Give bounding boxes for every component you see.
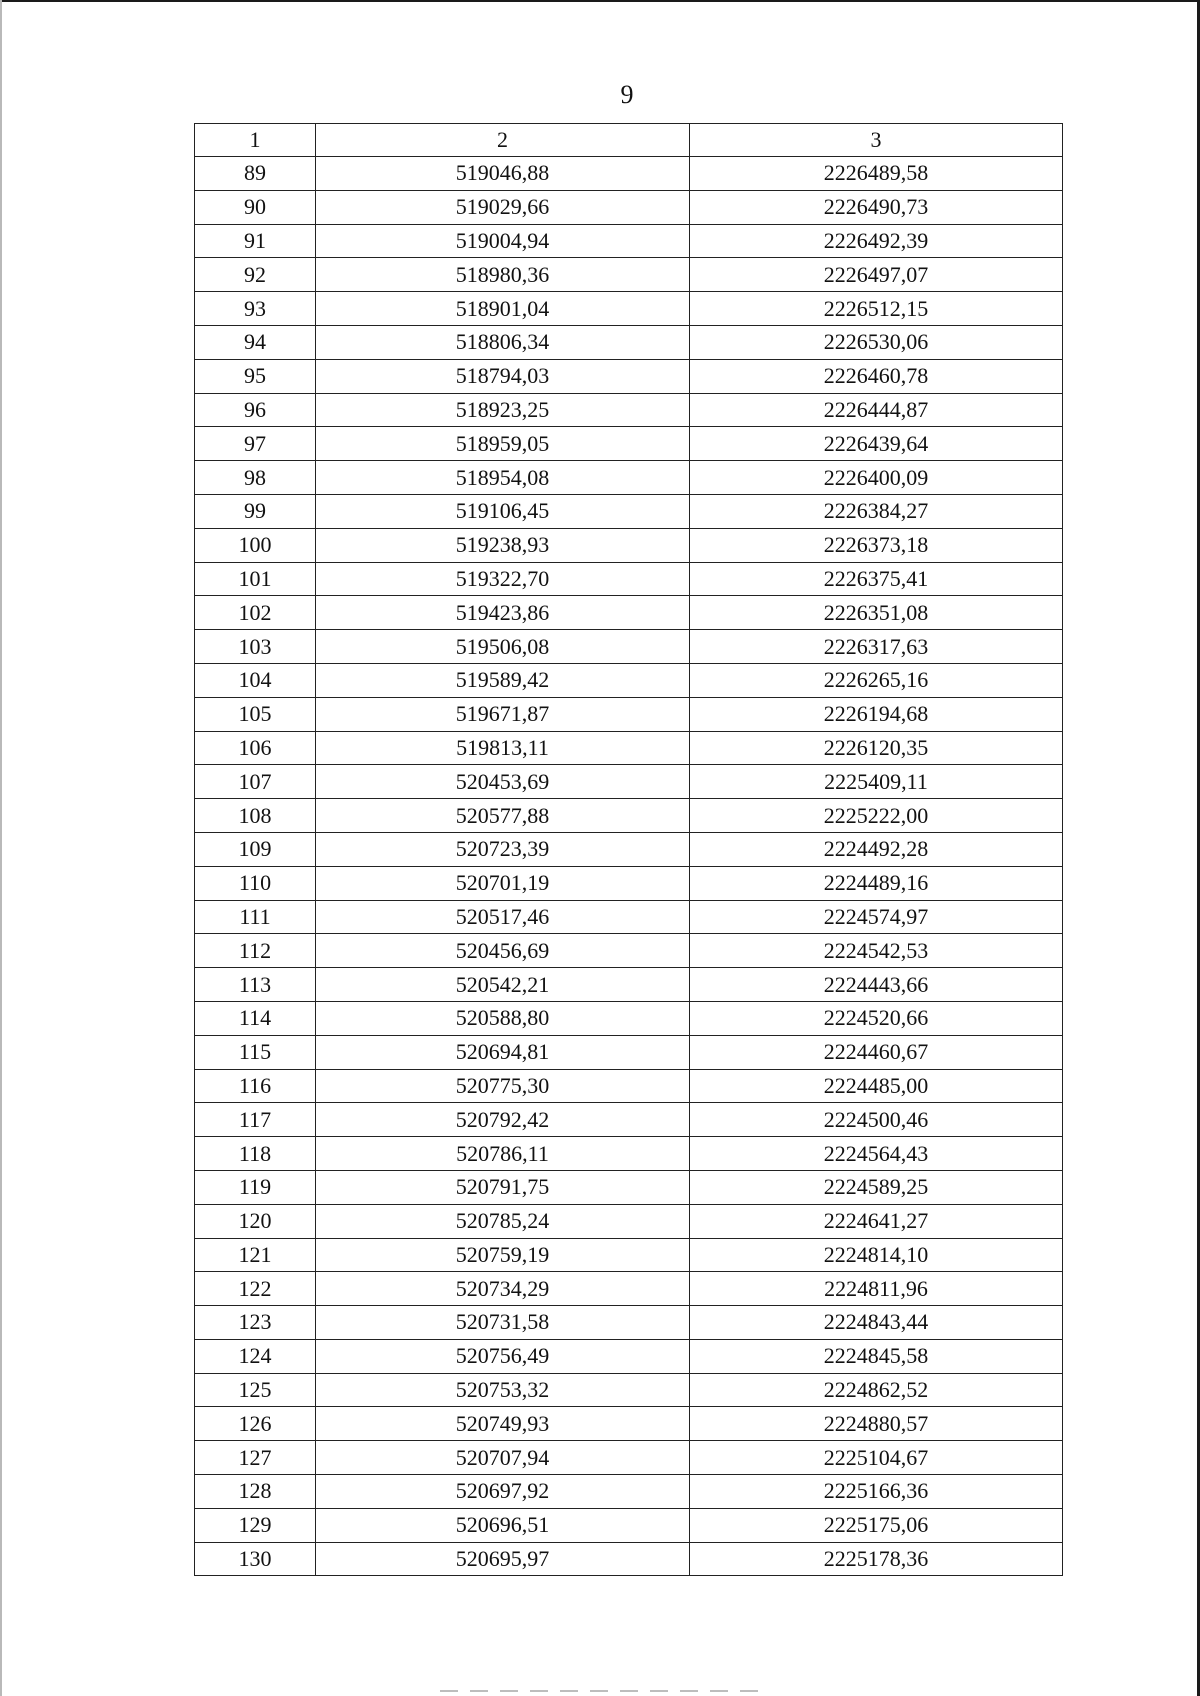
table-row <box>195 1069 1063 1103</box>
x-coordinate-cell: 519106,45 <box>316 494 690 528</box>
x-coordinate-cell: 520453,69 <box>316 765 690 799</box>
y-coordinate-cell: 2226375,41 <box>690 562 1063 596</box>
y-coordinate-cell: 2224520,66 <box>690 1001 1063 1035</box>
x-coordinate-cell: 519238,93 <box>316 528 690 562</box>
table-row <box>195 393 1063 427</box>
table-row <box>195 258 1063 292</box>
table-row <box>195 528 1063 562</box>
x-coordinate-cell: 520542,21 <box>316 968 690 1002</box>
x-coordinate-cell: 519029,66 <box>316 190 690 224</box>
x-coordinate-cell: 520723,39 <box>316 832 690 866</box>
point-number-cell: 94 <box>195 325 316 359</box>
point-number-cell: 90 <box>195 190 316 224</box>
x-coordinate-cell: 518901,04 <box>316 292 690 326</box>
y-coordinate-cell: 2226490,73 <box>690 190 1063 224</box>
y-coordinate-cell: 2226351,08 <box>690 596 1063 630</box>
point-number-cell: 120 <box>195 1204 316 1238</box>
x-coordinate-cell: 520697,92 <box>316 1475 690 1509</box>
table-row <box>195 1441 1063 1475</box>
table-header <box>195 124 1063 157</box>
y-coordinate-cell: 2226439,64 <box>690 427 1063 461</box>
point-number-cell: 92 <box>195 258 316 292</box>
table-row <box>195 494 1063 528</box>
table-row <box>195 1204 1063 1238</box>
point-number-cell: 124 <box>195 1339 316 1373</box>
y-coordinate-cell: 2225104,67 <box>690 1441 1063 1475</box>
x-coordinate-cell: 520759,19 <box>316 1238 690 1272</box>
point-number-cell: 129 <box>195 1508 316 1542</box>
table-row <box>195 562 1063 596</box>
column-header-3: 3 <box>690 124 1063 157</box>
point-number-cell: 127 <box>195 1441 316 1475</box>
y-coordinate-cell: 2226317,63 <box>690 630 1063 664</box>
table-body <box>195 157 1063 1576</box>
y-coordinate-cell: 2226194,68 <box>690 697 1063 731</box>
point-number-cell: 119 <box>195 1170 316 1204</box>
y-coordinate-cell: 2226444,87 <box>690 393 1063 427</box>
point-number-cell: 97 <box>195 427 316 461</box>
y-coordinate-cell: 2224542,53 <box>690 934 1063 968</box>
point-number-cell: 121 <box>195 1238 316 1272</box>
table-row <box>195 900 1063 934</box>
x-coordinate-cell: 520749,93 <box>316 1407 690 1441</box>
table-row <box>195 1035 1063 1069</box>
y-coordinate-cell: 2226400,09 <box>690 461 1063 495</box>
table-row <box>195 1238 1063 1272</box>
x-coordinate-cell: 520701,19 <box>316 866 690 900</box>
table-row <box>195 596 1063 630</box>
y-coordinate-cell: 2224811,96 <box>690 1272 1063 1306</box>
y-coordinate-cell: 2224814,10 <box>690 1238 1063 1272</box>
x-coordinate-cell: 518954,08 <box>316 461 690 495</box>
point-number-cell: 96 <box>195 393 316 427</box>
point-number-cell: 116 <box>195 1069 316 1103</box>
table-row <box>195 325 1063 359</box>
point-number-cell: 122 <box>195 1272 316 1306</box>
x-coordinate-cell: 518980,36 <box>316 258 690 292</box>
coordinates-table <box>194 123 1063 1576</box>
y-coordinate-cell: 2225175,06 <box>690 1508 1063 1542</box>
point-number-cell: 95 <box>195 359 316 393</box>
x-coordinate-cell: 519506,08 <box>316 630 690 664</box>
y-coordinate-cell: 2224589,25 <box>690 1170 1063 1204</box>
x-coordinate-cell: 518806,34 <box>316 325 690 359</box>
point-number-cell: 104 <box>195 663 316 697</box>
point-number-cell: 110 <box>195 866 316 900</box>
x-coordinate-cell: 520753,32 <box>316 1373 690 1407</box>
x-coordinate-cell: 519004,94 <box>316 224 690 258</box>
point-number-cell: 102 <box>195 596 316 630</box>
y-coordinate-cell: 2224460,67 <box>690 1035 1063 1069</box>
table-row <box>195 461 1063 495</box>
x-coordinate-cell: 520786,11 <box>316 1137 690 1171</box>
table-row <box>195 663 1063 697</box>
y-coordinate-cell: 2224641,27 <box>690 1204 1063 1238</box>
x-coordinate-cell: 520517,46 <box>316 900 690 934</box>
table-row <box>195 731 1063 765</box>
x-coordinate-cell: 520456,69 <box>316 934 690 968</box>
y-coordinate-cell: 2224843,44 <box>690 1306 1063 1340</box>
table-row <box>195 1001 1063 1035</box>
table-row <box>195 1542 1063 1576</box>
x-coordinate-cell: 520577,88 <box>316 799 690 833</box>
y-coordinate-cell: 2225166,36 <box>690 1475 1063 1509</box>
x-coordinate-cell: 519046,88 <box>316 157 690 191</box>
y-coordinate-cell: 2226489,58 <box>690 157 1063 191</box>
x-coordinate-cell: 520696,51 <box>316 1508 690 1542</box>
point-number-cell: 107 <box>195 765 316 799</box>
x-coordinate-cell: 520588,80 <box>316 1001 690 1035</box>
x-coordinate-cell: 519589,42 <box>316 663 690 697</box>
y-coordinate-cell: 2226460,78 <box>690 359 1063 393</box>
scan-border-top <box>0 0 1200 2</box>
point-number-cell: 117 <box>195 1103 316 1137</box>
point-number-cell: 93 <box>195 292 316 326</box>
point-number-cell: 89 <box>195 157 316 191</box>
y-coordinate-cell: 2226512,15 <box>690 292 1063 326</box>
point-number-cell: 113 <box>195 968 316 1002</box>
table-row <box>195 359 1063 393</box>
y-coordinate-cell: 2225409,11 <box>690 765 1063 799</box>
table-row <box>195 190 1063 224</box>
x-coordinate-cell: 520707,94 <box>316 1441 690 1475</box>
point-number-cell: 118 <box>195 1137 316 1171</box>
y-coordinate-cell: 2224489,16 <box>690 866 1063 900</box>
table-row <box>195 157 1063 191</box>
table-row <box>195 292 1063 326</box>
x-coordinate-cell: 520695,97 <box>316 1542 690 1576</box>
header-row <box>195 124 1063 157</box>
table-row <box>195 697 1063 731</box>
x-coordinate-cell: 520731,58 <box>316 1306 690 1340</box>
table-row <box>195 1508 1063 1542</box>
point-number-cell: 123 <box>195 1306 316 1340</box>
table-row <box>195 832 1063 866</box>
point-number-cell: 112 <box>195 934 316 968</box>
point-number-cell: 98 <box>195 461 316 495</box>
column-header-2: 2 <box>316 124 690 157</box>
table-row <box>195 1272 1063 1306</box>
point-number-cell: 100 <box>195 528 316 562</box>
scan-artifact-bottom <box>440 1690 770 1692</box>
x-coordinate-cell: 519322,70 <box>316 562 690 596</box>
y-coordinate-cell: 2225178,36 <box>690 1542 1063 1576</box>
point-number-cell: 108 <box>195 799 316 833</box>
y-coordinate-cell: 2224880,57 <box>690 1407 1063 1441</box>
x-coordinate-cell: 520734,29 <box>316 1272 690 1306</box>
column-header-1: 1 <box>195 124 316 157</box>
y-coordinate-cell: 2226120,35 <box>690 731 1063 765</box>
y-coordinate-cell: 2224845,58 <box>690 1339 1063 1373</box>
x-coordinate-cell: 518923,25 <box>316 393 690 427</box>
x-coordinate-cell: 519671,87 <box>316 697 690 731</box>
x-coordinate-cell: 520694,81 <box>316 1035 690 1069</box>
point-number-cell: 128 <box>195 1475 316 1509</box>
y-coordinate-cell: 2225222,00 <box>690 799 1063 833</box>
table-row <box>195 799 1063 833</box>
table-row <box>195 427 1063 461</box>
x-coordinate-cell: 519813,11 <box>316 731 690 765</box>
point-number-cell: 91 <box>195 224 316 258</box>
scan-border-left <box>0 0 2 1696</box>
point-number-cell: 99 <box>195 494 316 528</box>
y-coordinate-cell: 2224862,52 <box>690 1373 1063 1407</box>
point-number-cell: 109 <box>195 832 316 866</box>
y-coordinate-cell: 2224485,00 <box>690 1069 1063 1103</box>
point-number-cell: 103 <box>195 630 316 664</box>
y-coordinate-cell: 2224500,46 <box>690 1103 1063 1137</box>
point-number-cell: 105 <box>195 697 316 731</box>
table-row <box>195 1137 1063 1171</box>
x-coordinate-cell: 520792,42 <box>316 1103 690 1137</box>
x-coordinate-cell: 520775,30 <box>316 1069 690 1103</box>
y-coordinate-cell: 2226492,39 <box>690 224 1063 258</box>
table-row <box>195 1103 1063 1137</box>
y-coordinate-cell: 2224564,43 <box>690 1137 1063 1171</box>
x-coordinate-cell: 518959,05 <box>316 427 690 461</box>
y-coordinate-cell: 2224574,97 <box>690 900 1063 934</box>
table-row <box>195 1170 1063 1204</box>
y-coordinate-cell: 2226497,07 <box>690 258 1063 292</box>
point-number-cell: 101 <box>195 562 316 596</box>
table-row <box>195 224 1063 258</box>
x-coordinate-cell: 519423,86 <box>316 596 690 630</box>
y-coordinate-cell: 2226384,27 <box>690 494 1063 528</box>
point-number-cell: 111 <box>195 900 316 934</box>
point-number-cell: 125 <box>195 1373 316 1407</box>
table-row <box>195 1407 1063 1441</box>
x-coordinate-cell: 520785,24 <box>316 1204 690 1238</box>
page-number: 9 <box>620 80 634 109</box>
y-coordinate-cell: 2224492,28 <box>690 832 1063 866</box>
point-number-cell: 126 <box>195 1407 316 1441</box>
table-row <box>195 1306 1063 1340</box>
table-row <box>195 1339 1063 1373</box>
table-row <box>195 1373 1063 1407</box>
table-row <box>195 866 1063 900</box>
table-row <box>195 765 1063 799</box>
table-row <box>195 630 1063 664</box>
x-coordinate-cell: 520756,49 <box>316 1339 690 1373</box>
point-number-cell: 106 <box>195 731 316 765</box>
point-number-cell: 130 <box>195 1542 316 1576</box>
y-coordinate-cell: 2226265,16 <box>690 663 1063 697</box>
table-row <box>195 968 1063 1002</box>
table-row <box>195 934 1063 968</box>
y-coordinate-cell: 2226530,06 <box>690 325 1063 359</box>
table-row <box>195 1475 1063 1509</box>
x-coordinate-cell: 518794,03 <box>316 359 690 393</box>
y-coordinate-cell: 2224443,66 <box>690 968 1063 1002</box>
y-coordinate-cell: 2226373,18 <box>690 528 1063 562</box>
point-number-cell: 115 <box>195 1035 316 1069</box>
x-coordinate-cell: 520791,75 <box>316 1170 690 1204</box>
point-number-cell: 114 <box>195 1001 316 1035</box>
